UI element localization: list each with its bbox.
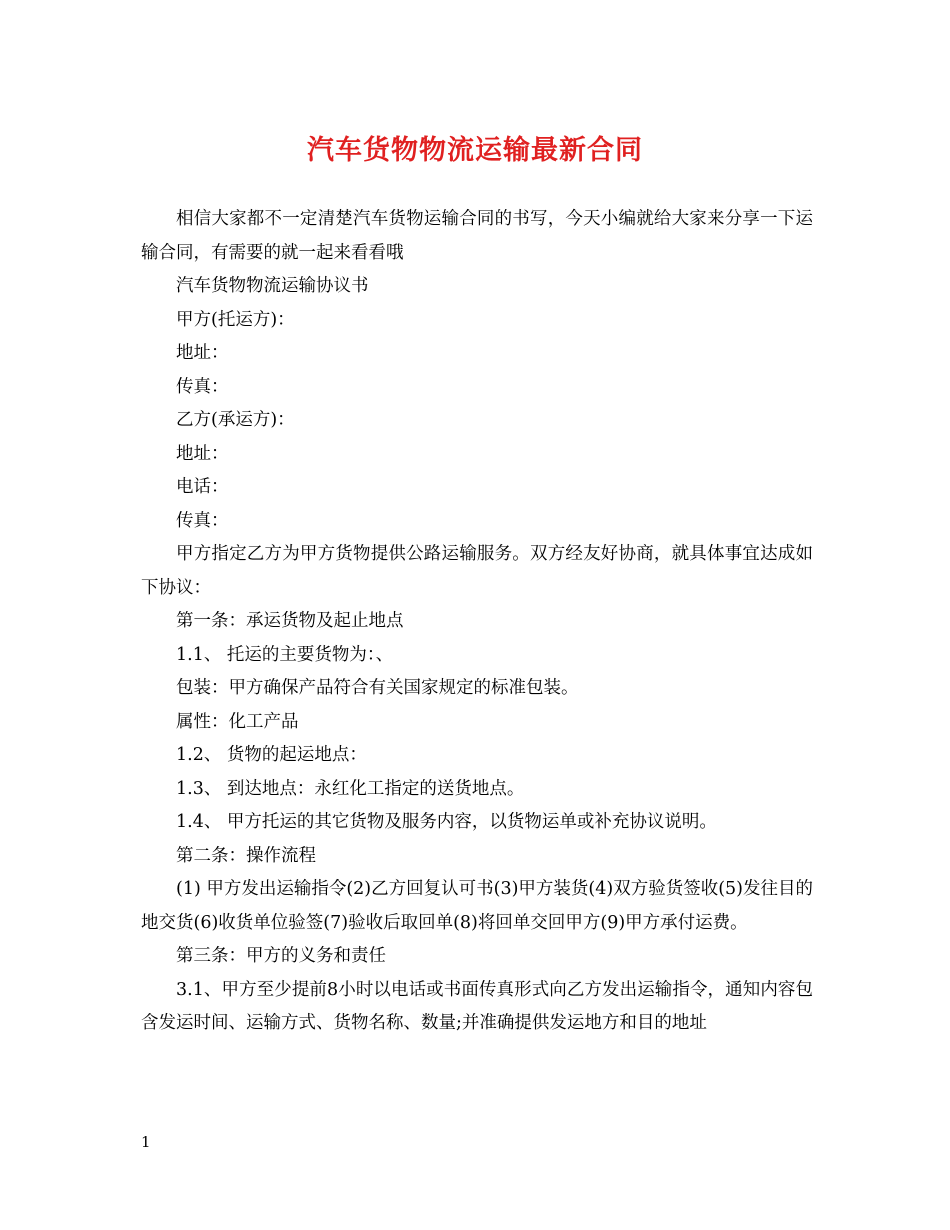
intro-paragraph: 相信大家都不一定清楚汽车货物运输合同的书写，今天小编就给大家来分享一下运输合同，有需要的就一起来看看哦: [141, 209, 813, 263]
packaging-line: 包装：甲方确保产品符合有关国家规定的标准包装。: [176, 678, 579, 698]
document-body: [141, 203, 813, 1041]
clause-1-3: 1.3、 到达地点：永红化工指定的送货地点。: [176, 778, 525, 799]
page-number: 1: [141, 1133, 151, 1151]
party-a-address: 地址：: [176, 343, 229, 363]
article-3-heading: 第三条：甲方的义务和责任: [176, 946, 386, 966]
clause-3-1: 3.1、甲方至少提前8小时以电话或书面传真形式向乙方发出运输指令，通知内容包含发运时间、运输方式、货物名称、数量;并准确提供发运地方和目的地址: [141, 979, 813, 1033]
agreement-heading: 汽车货物物流运输协议书: [176, 276, 369, 296]
party-a-fax: 传真：: [176, 376, 229, 397]
party-b-fax: 传真：: [176, 510, 229, 531]
article-1-heading: 第一条：承运货物及起止地点: [176, 611, 404, 631]
clause-1-4: 1.4、 甲方托运的其它货物及服务内容，以货物运单或补充协议说明。: [176, 812, 717, 832]
party-b-address: 地址：: [176, 443, 229, 464]
party-a-line: 甲方(托运方)：: [176, 309, 295, 330]
operation-process: (1) 甲方发出运输指令(2)乙方回复认可书(3)甲方装货(4)双方验货签收(5)发往目的地交货(6)收货单位验签(7)验收后取回单(8)将回单交回甲方(9)甲方承付运费。: [141, 879, 814, 933]
document-title: 汽车货物物流运输最新合同: [307, 135, 643, 166]
attribute-line: 属性：化工产品: [176, 711, 299, 732]
clause-1-1: 1.1、 托运的主要货物为：、: [176, 644, 394, 665]
clause-1-2: 1.2、 货物的起运地点：: [176, 745, 367, 765]
party-b-phone: 电话：: [176, 477, 229, 497]
party-b-line: 乙方(承运方)：: [176, 410, 295, 430]
article-2-heading: 第二条：操作流程: [176, 845, 316, 866]
agreement-preamble: 甲方指定乙方为甲方货物提供公路运输服务。双方经友好协商，就具体事宜达成如下协议：: [141, 544, 813, 598]
